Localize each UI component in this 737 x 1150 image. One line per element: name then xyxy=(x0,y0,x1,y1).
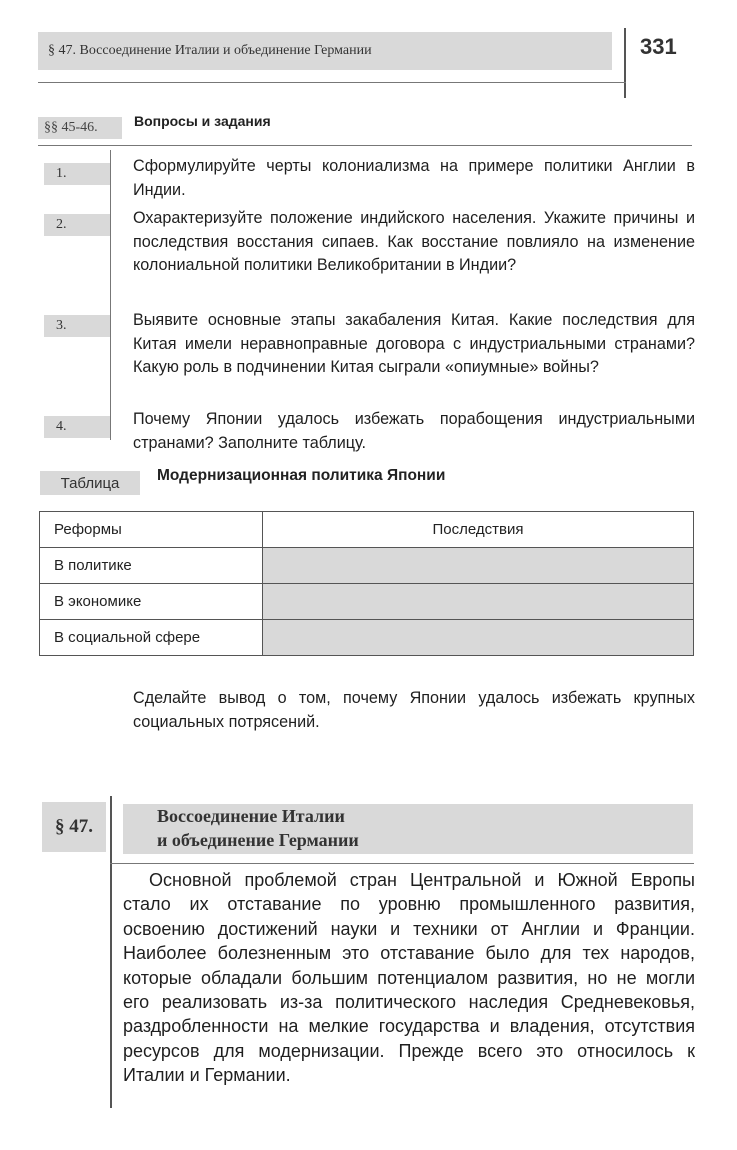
running-header xyxy=(38,32,612,70)
table-row xyxy=(40,620,694,656)
questions-section-tag: §§ 45-46. xyxy=(38,117,122,139)
modernization-table xyxy=(39,511,694,656)
question-text: Выявите основные этапы закабаления Китая. Какие последствия для Китая имели неравноправные договора с индустриальными странами? Какую роль в подчинении Китая сыграли «опиумные» войны? xyxy=(133,311,695,376)
table-tag: Таблица xyxy=(40,471,140,495)
question-number: 4. xyxy=(44,416,110,438)
section-47-title-line2: и объединение Германии xyxy=(157,830,359,850)
questions-divider xyxy=(110,150,111,440)
section-47-tag: § 47. xyxy=(42,802,106,852)
header-divider xyxy=(624,28,626,98)
table-empty-cell xyxy=(263,620,694,656)
questions-rule xyxy=(38,145,692,146)
conclusion-task: Сделайте вывод о том, почему Японии удалось избежать крупных социальных потрясений. xyxy=(133,689,695,731)
table-empty-cell xyxy=(263,584,694,620)
table-header-cell: Последствия xyxy=(263,512,694,548)
table-row-label: В экономике xyxy=(40,584,263,620)
section-47-title-line1: Воссоединение Италии xyxy=(157,806,345,826)
question-text: Охарактеризуйте положение индийского населения. Укажите причины и последствия восстания сипаев. Как восстание повлияло на изменение колониальной политики Великобритании в Индии? xyxy=(133,209,695,274)
section-47-divider xyxy=(110,796,112,1108)
table-header-row xyxy=(40,512,694,548)
table-row xyxy=(40,584,694,620)
table-row-label: В политике xyxy=(40,548,263,584)
table-empty-cell xyxy=(263,548,694,584)
question-text: Сформулируйте черты колониализма на примере политики Англии в Индии. xyxy=(133,157,695,199)
section-47-title xyxy=(157,804,359,852)
table-header-cell: Реформы xyxy=(40,512,263,548)
question-number: 1. xyxy=(44,163,110,185)
question-number: 3. xyxy=(44,315,110,337)
question-text: Почему Японии удалось избежать порабощения индустриальными странами? Заполните таблицу. xyxy=(133,410,695,452)
table-title: Модернизационная политика Японии xyxy=(157,467,446,484)
running-title: § 47. Воссоединение Италии и объединение Германии xyxy=(48,43,372,58)
section-47-body: Основной проблемой стран Центральной и Южной Европы стало их отставание по уровню промышленного развития, освоению достижений науки и техники от Англии и Франции. Наиболее болезненным это отставание было для тех народов, которые обладали большим потенциалом развития, но не могли его реализовать из-за политического наследия Средневековья, раздробленности на мелкие государства и владения, отсутствия ресурсов для модернизации. Прежде всего это относилось к Италии и Германии. xyxy=(123,870,695,1086)
section-47-rule xyxy=(110,863,694,864)
table-row-label: В социальной сфере xyxy=(40,620,263,656)
table-row xyxy=(40,548,694,584)
question-number: 2. xyxy=(44,214,110,236)
header-rule xyxy=(38,82,626,83)
page-number: 331 xyxy=(640,34,677,59)
questions-title: Вопросы и задания xyxy=(134,113,271,129)
